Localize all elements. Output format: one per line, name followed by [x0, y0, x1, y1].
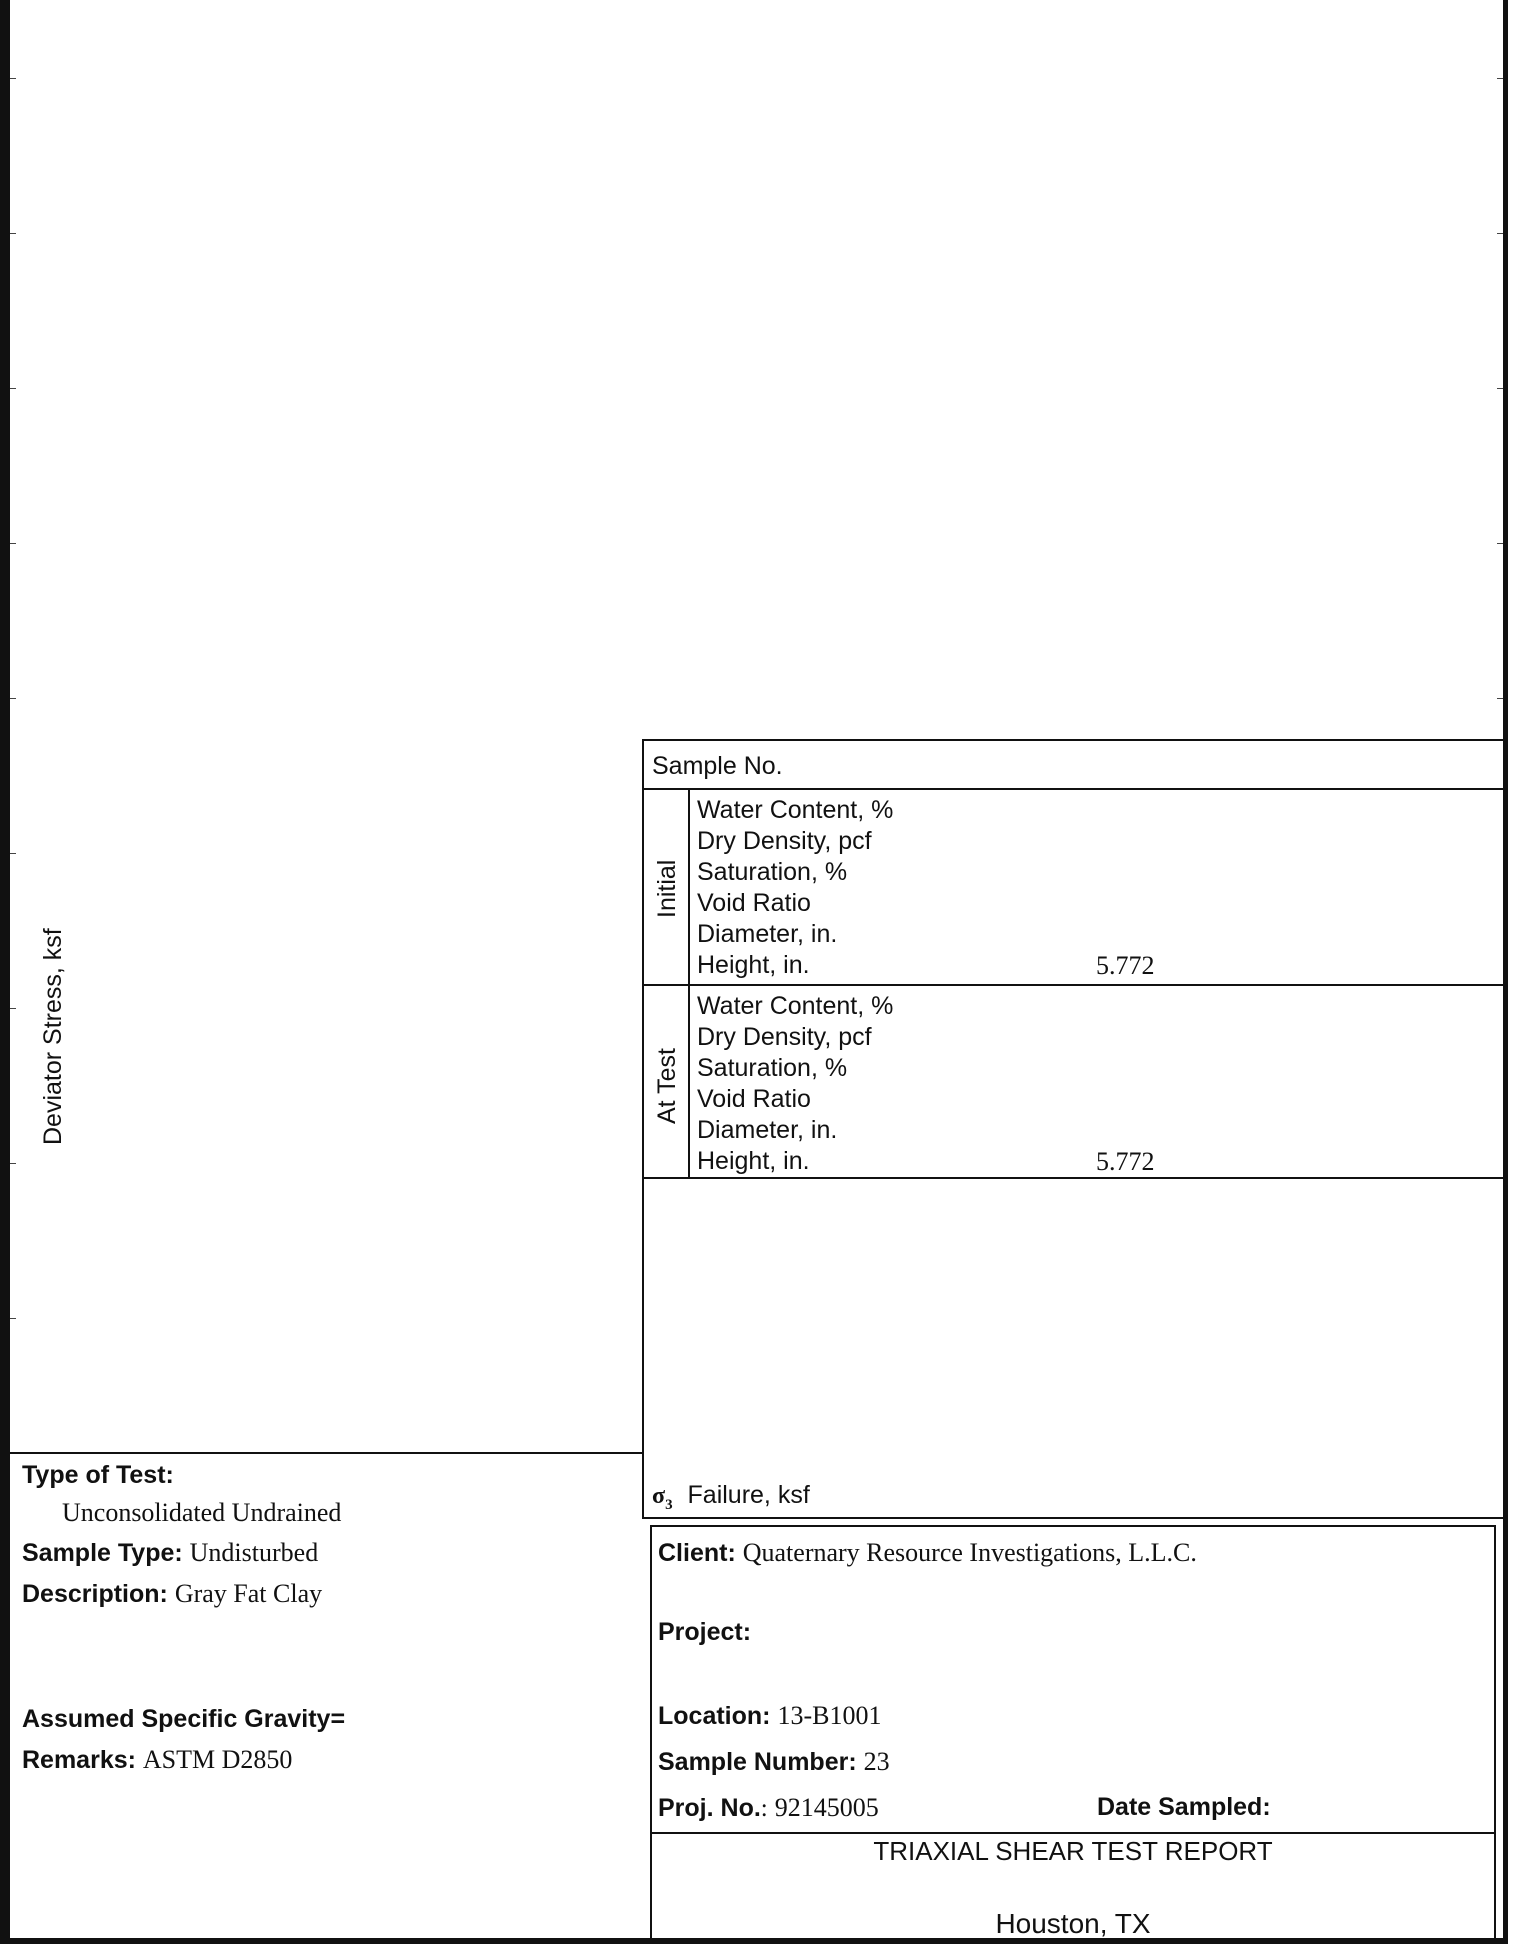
sample-type-row: [22, 1537, 318, 1569]
project-label: Project:: [658, 1618, 752, 1646]
failure-label: Failure, ksf: [687, 1481, 810, 1509]
y-axis-label: Deviator Stress, ksf: [39, 928, 67, 1145]
client-row: [658, 1537, 1197, 1569]
report-location: Houston, TX: [995, 1908, 1151, 1939]
description-label: Description:: [22, 1580, 168, 1608]
initial-saturation: Saturation, %: [697, 858, 848, 886]
description-value: Gray Fat Clay: [174, 1579, 323, 1608]
sample-type-value: Undisturbed: [189, 1538, 319, 1567]
at-test-height-value: 5.772: [1096, 1147, 1155, 1176]
sigma-symbol: σ: [652, 1483, 666, 1509]
date-sampled-label: Date Sampled:: [1097, 1793, 1271, 1821]
location-row: [658, 1700, 881, 1732]
type-of-test-value: Unconsolidated Undrained: [62, 1498, 342, 1527]
sigma3-failure-label: [652, 1480, 810, 1521]
at-test-diameter: Diameter, in.: [697, 1116, 838, 1144]
at-test-dry-density: Dry Density, pcf: [697, 1023, 872, 1051]
at-test-height: Height, in.: [697, 1147, 810, 1175]
sample-type-label: Sample Type:: [22, 1539, 183, 1567]
sample-number-value: 23: [863, 1747, 890, 1776]
specific-gravity-label: Assumed Specific Gravity=: [22, 1705, 346, 1733]
initial-diameter: Diameter, in.: [697, 920, 838, 948]
initial-height-value: 5.772: [1096, 951, 1155, 980]
remarks-row: [22, 1744, 292, 1776]
initial-void-ratio: Void Ratio: [697, 889, 811, 917]
at-test-void-ratio: Void Ratio: [697, 1085, 811, 1113]
proj-no-value: 92145005: [774, 1793, 879, 1822]
remarks-value: ASTM D2850: [142, 1745, 293, 1774]
at-test-saturation: Saturation, %: [697, 1054, 848, 1082]
report-title: TRIAXIAL SHEAR TEST REPORT: [873, 1836, 1273, 1866]
proj-no-row: [658, 1792, 879, 1824]
initial-dry-density: Dry Density, pcf: [697, 827, 872, 855]
description-row: [22, 1578, 322, 1610]
sample-number-label: Sample Number:: [658, 1748, 857, 1776]
initial-height: Height, in.: [697, 951, 810, 979]
proj-no-label: Proj. No.: [658, 1794, 761, 1822]
client-value: Quaternary Resource Investigations, L.L.C.: [742, 1538, 1197, 1567]
location-label: Location:: [658, 1702, 771, 1730]
at-test-section-label: At Test: [653, 1048, 681, 1124]
client-label: Client:: [658, 1539, 736, 1567]
sample-no-label: Sample No.: [652, 752, 783, 780]
type-of-test-label: Type of Test:: [22, 1461, 174, 1489]
sigma-subscript: 3: [665, 1497, 673, 1513]
initial-section-label: Initial: [653, 859, 681, 918]
proj-no-colon: :: [760, 1795, 768, 1822]
initial-water-content: Water Content, %: [697, 796, 894, 824]
at-test-water-content: Water Content, %: [697, 992, 894, 1020]
sample-number-row: [658, 1746, 890, 1778]
location-value: 13-B1001: [777, 1701, 882, 1730]
remarks-label: Remarks:: [22, 1746, 136, 1774]
